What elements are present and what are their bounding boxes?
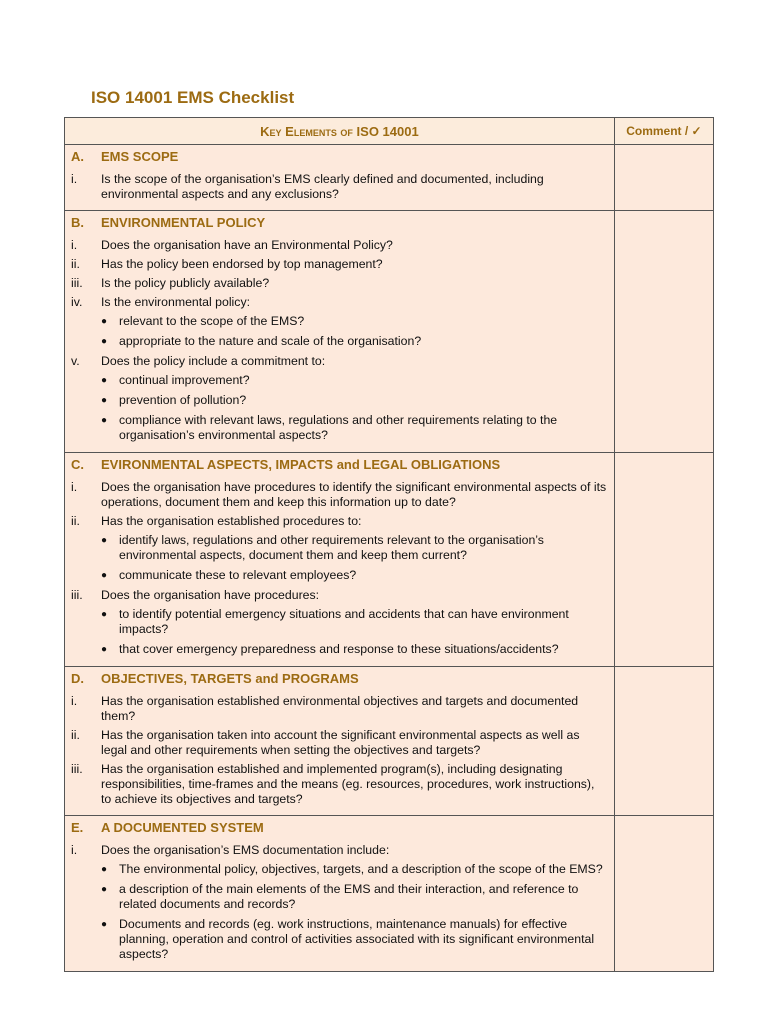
section-content <box>65 453 615 667</box>
checklist-item <box>65 694 608 724</box>
checklist-item <box>65 514 608 529</box>
bullet-dot-icon: ● <box>101 336 108 347</box>
comment-cell[interactable] <box>614 145 713 211</box>
item-text: Has the organisation established and implemented program(s), including designating responsibilities, time-frames and the means (eg. resources, procedures, work instructions), to achieve its objectives and targets? <box>101 762 595 806</box>
item-text: Does the organisation’s EMS documentation include: <box>101 843 390 857</box>
bullet-text: continual improvement? <box>119 373 250 387</box>
item-number: i. <box>71 843 78 857</box>
item-number: v. <box>71 354 80 368</box>
checklist-item <box>65 843 608 858</box>
item-number: iii. <box>71 276 83 290</box>
section-letter: D. <box>71 671 84 686</box>
checklist-item <box>65 276 608 291</box>
section-letter: E. <box>71 820 84 835</box>
bullet-text: relevant to the scope of the EMS? <box>119 314 305 328</box>
item-number: ii. <box>71 728 80 742</box>
checklist-table <box>64 117 714 972</box>
section-row <box>65 667 714 816</box>
checklist-item <box>65 295 608 310</box>
checklist-item <box>65 238 608 253</box>
section-letter: C. <box>71 457 84 472</box>
bullet-item <box>101 393 608 408</box>
bullet-item <box>101 373 608 388</box>
item-text: Is the policy publicly available? <box>101 276 270 290</box>
item-number: iii. <box>71 588 83 602</box>
item-text: Is the environmental policy: <box>101 295 251 309</box>
bullet-text: identify laws, regulations and other requirements relevant to the organisation’s environmental aspects, document them and keep them current? <box>119 533 544 562</box>
checklist-item <box>65 257 608 272</box>
section-content <box>65 145 615 211</box>
section-title: ENVIRONMENTAL POLICY <box>101 215 266 230</box>
bullet-item <box>101 607 608 637</box>
section-title: A DOCUMENTED SYSTEM <box>101 820 264 835</box>
checklist-item <box>65 728 608 758</box>
section-letter: B. <box>71 215 84 230</box>
bullet-dot-icon: ● <box>101 644 108 655</box>
bullet-dot-icon: ● <box>101 609 108 620</box>
bullet-item <box>101 862 608 877</box>
bullet-text: compliance with relevant laws, regulations and other requirements relating to the organisation’s environmental aspects? <box>119 413 558 442</box>
item-text: Has the organisation established procedures to: <box>101 514 362 528</box>
bullet-item <box>101 334 608 349</box>
bullet-dot-icon: ● <box>101 535 108 546</box>
bullet-dot-icon: ● <box>101 864 108 875</box>
comment-cell[interactable] <box>614 667 713 816</box>
item-number: ii. <box>71 514 80 528</box>
section-row <box>65 453 714 667</box>
bullet-dot-icon: ● <box>101 570 108 581</box>
item-number: iv. <box>71 295 83 309</box>
section-content <box>65 816 615 972</box>
item-number: i. <box>71 238 78 252</box>
item-text: Has the organisation taken into account the significant environmental aspects as well as legal and other requirements when setting the objectives and targets? <box>101 728 580 757</box>
section-heading <box>65 149 608 164</box>
header-comment: Comment / ✓ <box>614 118 713 145</box>
bullet-item <box>101 314 608 329</box>
section-heading <box>65 457 608 472</box>
bullet-text: communicate these to relevant employees? <box>119 568 357 582</box>
bullet-item <box>101 882 608 912</box>
bullet-dot-icon: ● <box>101 395 108 406</box>
checklist-item <box>65 354 608 369</box>
item-text: Has the policy been endorsed by top management? <box>101 257 383 271</box>
sections-body <box>65 145 714 972</box>
item-number: i. <box>71 694 78 708</box>
checklist-item <box>65 762 608 807</box>
section-title: EMS SCOPE <box>101 149 179 164</box>
item-text: Does the policy include a commitment to: <box>101 354 326 368</box>
section-heading <box>65 820 608 835</box>
item-text: Does the organisation have procedures to identify the significant environmental aspects of its operations, document them and keep this information up to date? <box>101 480 607 509</box>
item-text: Does the organisation have an Environmental Policy? <box>101 238 393 252</box>
section-heading <box>65 215 608 230</box>
section-title: EVIRONMENTAL ASPECTS, IMPACTS and LEGAL OBLIGATIONS <box>101 457 501 472</box>
item-text: Is the scope of the organisation’s EMS clearly defined and documented, including environmental aspects and any exclusions? <box>101 172 544 201</box>
checklist-item <box>65 588 608 603</box>
bullet-item <box>101 533 608 563</box>
bullet-text: prevention of pollution? <box>119 393 247 407</box>
page-title: ISO 14001 EMS Checklist <box>91 88 295 107</box>
bullet-text: a description of the main elements of the EMS and their interaction, and reference to related documents and records? <box>119 882 579 911</box>
bullet-text: appropriate to the nature and scale of the organisation? <box>119 334 422 348</box>
comment-cell[interactable] <box>614 816 713 972</box>
table-header-row <box>65 118 714 145</box>
header-key-elements: Key Elements of ISO 14001 <box>65 118 615 145</box>
section-row <box>65 211 714 453</box>
bullet-text: Documents and records (eg. work instructions, maintenance manuals) for effective planning, operation and control of activities associated with its significant environmental aspects? <box>119 917 595 961</box>
item-text: Has the organisation established environmental objectives and targets and documented them? <box>101 694 579 723</box>
item-text: Does the organisation have procedures: <box>101 588 320 602</box>
bullet-dot-icon: ● <box>101 316 108 327</box>
bullet-text: that cover emergency preparedness and response to these situations/accidents? <box>119 642 559 656</box>
section-title: OBJECTIVES, TARGETS and PROGRAMS <box>101 671 359 686</box>
comment-cell[interactable] <box>614 453 713 667</box>
section-content <box>65 211 615 453</box>
item-number: ii. <box>71 257 80 271</box>
bullet-item <box>101 642 608 657</box>
bullet-dot-icon: ● <box>101 415 108 426</box>
section-letter: A. <box>71 149 84 164</box>
bullet-dot-icon: ● <box>101 375 108 386</box>
bullet-item <box>101 568 608 583</box>
item-number: iii. <box>71 762 83 776</box>
bullet-text: The environmental policy, objectives, targets, and a description of the scope of the EMS? <box>119 862 603 876</box>
bullet-dot-icon: ● <box>101 884 108 895</box>
bullet-text: to identify potential emergency situations and accidents that can have environment impacts? <box>119 607 569 636</box>
bullet-dot-icon: ● <box>101 919 108 930</box>
section-heading <box>65 671 608 686</box>
checklist-item <box>65 480 608 510</box>
item-number: i. <box>71 480 78 494</box>
bullet-item <box>101 413 608 443</box>
comment-cell[interactable] <box>614 211 713 453</box>
section-row <box>65 816 714 972</box>
checklist-item <box>65 172 608 202</box>
section-content <box>65 667 615 816</box>
item-number: i. <box>71 172 78 186</box>
bullet-item <box>101 917 608 962</box>
section-row <box>65 145 714 211</box>
